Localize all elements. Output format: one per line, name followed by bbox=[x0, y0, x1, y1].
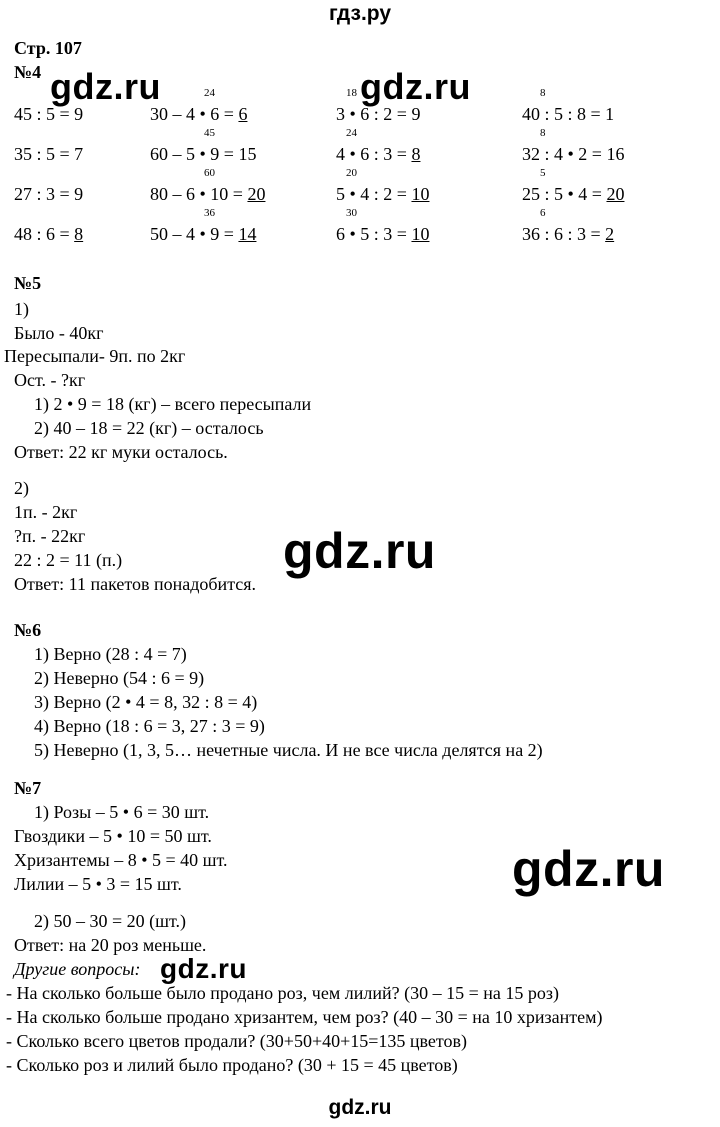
task-5-line: Пересыпали- 9п. по 2кг bbox=[4, 346, 186, 366]
task-7-label: №7 bbox=[14, 778, 42, 798]
equation-answer: 8 bbox=[411, 144, 421, 164]
equation bbox=[336, 103, 420, 125]
equation-answer: 8 bbox=[74, 224, 84, 244]
intermediate-value: 20 bbox=[346, 167, 357, 179]
equation-answer: 10 bbox=[411, 224, 430, 244]
equation bbox=[150, 183, 265, 205]
equation-text: 5 • 4 : 2 = bbox=[336, 184, 412, 204]
site-footer: gdz.ru bbox=[328, 1096, 392, 1119]
intermediate-value: 8 bbox=[540, 127, 546, 139]
equation bbox=[522, 143, 624, 165]
task-5-line: 22 : 2 = 11 (п.) bbox=[14, 550, 123, 570]
intermediate-value: 60 bbox=[204, 167, 215, 179]
equation-text: 48 : 6 = bbox=[14, 224, 75, 244]
intermediate-value: 5 bbox=[540, 167, 546, 179]
equation-answer: 20 bbox=[606, 184, 625, 204]
other-question: - Сколько роз и лилий было продано? (30 + 15 = 45 цветов) bbox=[6, 1055, 458, 1075]
equation-answer: 20 bbox=[247, 184, 266, 204]
task-6-item: 1) Верно (28 : 4 = 7) bbox=[34, 644, 187, 664]
equation-text: 4 • 6 : 3 = bbox=[336, 144, 412, 164]
other-question: - Сколько всего цветов продали? (30+50+40+15=135 цветов) bbox=[6, 1031, 468, 1051]
equation bbox=[150, 143, 256, 165]
equation-text: 35 : 5 = 7 bbox=[14, 144, 84, 164]
equation-text: 3 • 6 : 2 = 9 bbox=[336, 104, 421, 124]
watermark: gdz.ru bbox=[512, 841, 665, 897]
equation bbox=[522, 183, 624, 205]
other-questions-title: Другие вопросы: bbox=[14, 959, 141, 979]
equation-text: 36 : 6 : 3 = bbox=[522, 224, 606, 244]
page-header: Стр. 107 bbox=[14, 38, 82, 58]
intermediate-value: 45 bbox=[204, 127, 215, 139]
task-7-line: 1) Розы – 5 • 6 = 30 шт. bbox=[34, 802, 210, 822]
intermediate-value: 36 bbox=[204, 207, 215, 219]
other-question: - На сколько больше продано хризантем, чем роз? (40 – 30 = на 10 хризантем) bbox=[6, 1007, 603, 1027]
task-5-line: 1) 2 • 9 = 18 (кг) – всего пересыпали bbox=[34, 394, 312, 414]
task-7-line: Хризантемы – 8 • 5 = 40 шт. bbox=[14, 850, 228, 870]
equation-answer: 10 bbox=[411, 184, 430, 204]
task-5-line: Ост. - ?кг bbox=[14, 370, 86, 390]
task-6-item: 3) Верно (2 • 4 = 8, 32 : 8 = 4) bbox=[34, 692, 258, 712]
equation bbox=[14, 183, 83, 205]
equation-text: 6 • 5 : 3 = bbox=[336, 224, 412, 244]
equation-text: 60 – 5 • 9 = 15 bbox=[150, 144, 257, 164]
task-5-line: ?п. - 22кг bbox=[14, 526, 86, 546]
equation bbox=[14, 103, 83, 125]
intermediate-value: 8 bbox=[540, 87, 546, 99]
equation bbox=[150, 223, 256, 245]
equation-answer: 2 bbox=[605, 224, 615, 244]
equation-answer: 14 bbox=[238, 224, 257, 244]
intermediate-value: 24 bbox=[204, 87, 215, 99]
equation-text: 40 : 5 : 8 = 1 bbox=[522, 104, 615, 124]
other-question: - На сколько больше было продано роз, чем лилий? (30 – 15 = на 15 роз) bbox=[6, 983, 559, 1003]
task-6-item: 5) Неверно (1, 3, 5… нечетные числа. И не все числа делятся на 2) bbox=[34, 740, 543, 760]
task-7-answer: Ответ: на 20 роз меньше. bbox=[14, 935, 207, 955]
task-7-line: Лилии – 5 • 3 = 15 шт. bbox=[14, 874, 182, 894]
task-5-label: №5 bbox=[14, 273, 42, 293]
equation-text: 32 : 4 • 2 = 16 bbox=[522, 144, 625, 164]
equation bbox=[150, 103, 247, 125]
intermediate-value: 6 bbox=[540, 207, 546, 219]
equation-text: 80 – 6 • 10 = bbox=[150, 184, 248, 204]
task-7-line: Гвоздики – 5 • 10 = 50 шт. bbox=[14, 826, 212, 846]
task-4-label: №4 bbox=[14, 62, 42, 82]
equation bbox=[522, 223, 614, 245]
equation-text: 25 : 5 • 4 = bbox=[522, 184, 607, 204]
intermediate-value: 24 bbox=[346, 127, 357, 139]
equation bbox=[14, 223, 83, 245]
intermediate-value: 18 bbox=[346, 87, 357, 99]
task-5-line: 1) bbox=[14, 299, 29, 319]
task-5-line: 1п. - 2кг bbox=[14, 502, 78, 522]
task-7-line: 2) 50 – 30 = 20 (шт.) bbox=[34, 911, 187, 931]
equation-text: 50 – 4 • 9 = bbox=[150, 224, 239, 244]
equation-answer: 6 bbox=[238, 104, 248, 124]
equation bbox=[522, 103, 614, 125]
task-5-line: 2) bbox=[14, 478, 29, 498]
watermark: gdz.ru bbox=[160, 953, 247, 984]
site-title: гдз.ру bbox=[328, 2, 392, 25]
task-5-line: Было - 40кг bbox=[14, 323, 104, 343]
equation-text: 45 : 5 = 9 bbox=[14, 104, 84, 124]
task-6-item: 2) Неверно (54 : 6 = 9) bbox=[34, 668, 205, 688]
equation bbox=[336, 183, 429, 205]
equation bbox=[14, 143, 83, 165]
equation-text: 27 : 3 = 9 bbox=[14, 184, 84, 204]
equation-text: 30 – 4 • 6 = bbox=[150, 104, 239, 124]
watermark: gdz.ru bbox=[360, 66, 471, 107]
task-5-answer: Ответ: 22 кг муки осталось. bbox=[14, 442, 228, 462]
task-5-answer: Ответ: 11 пакетов понадобится. bbox=[14, 574, 257, 594]
equation bbox=[336, 223, 429, 245]
task-6-label: №6 bbox=[14, 620, 42, 640]
watermark: gdz.ru bbox=[283, 523, 436, 579]
watermark: gdz.ru bbox=[50, 66, 161, 107]
task-6-item: 4) Верно (18 : 6 = 3, 27 : 3 = 9) bbox=[34, 716, 265, 736]
equation bbox=[336, 143, 420, 165]
task-5-line: 2) 40 – 18 = 22 (кг) – осталось bbox=[34, 418, 264, 438]
intermediate-value: 30 bbox=[346, 207, 357, 219]
